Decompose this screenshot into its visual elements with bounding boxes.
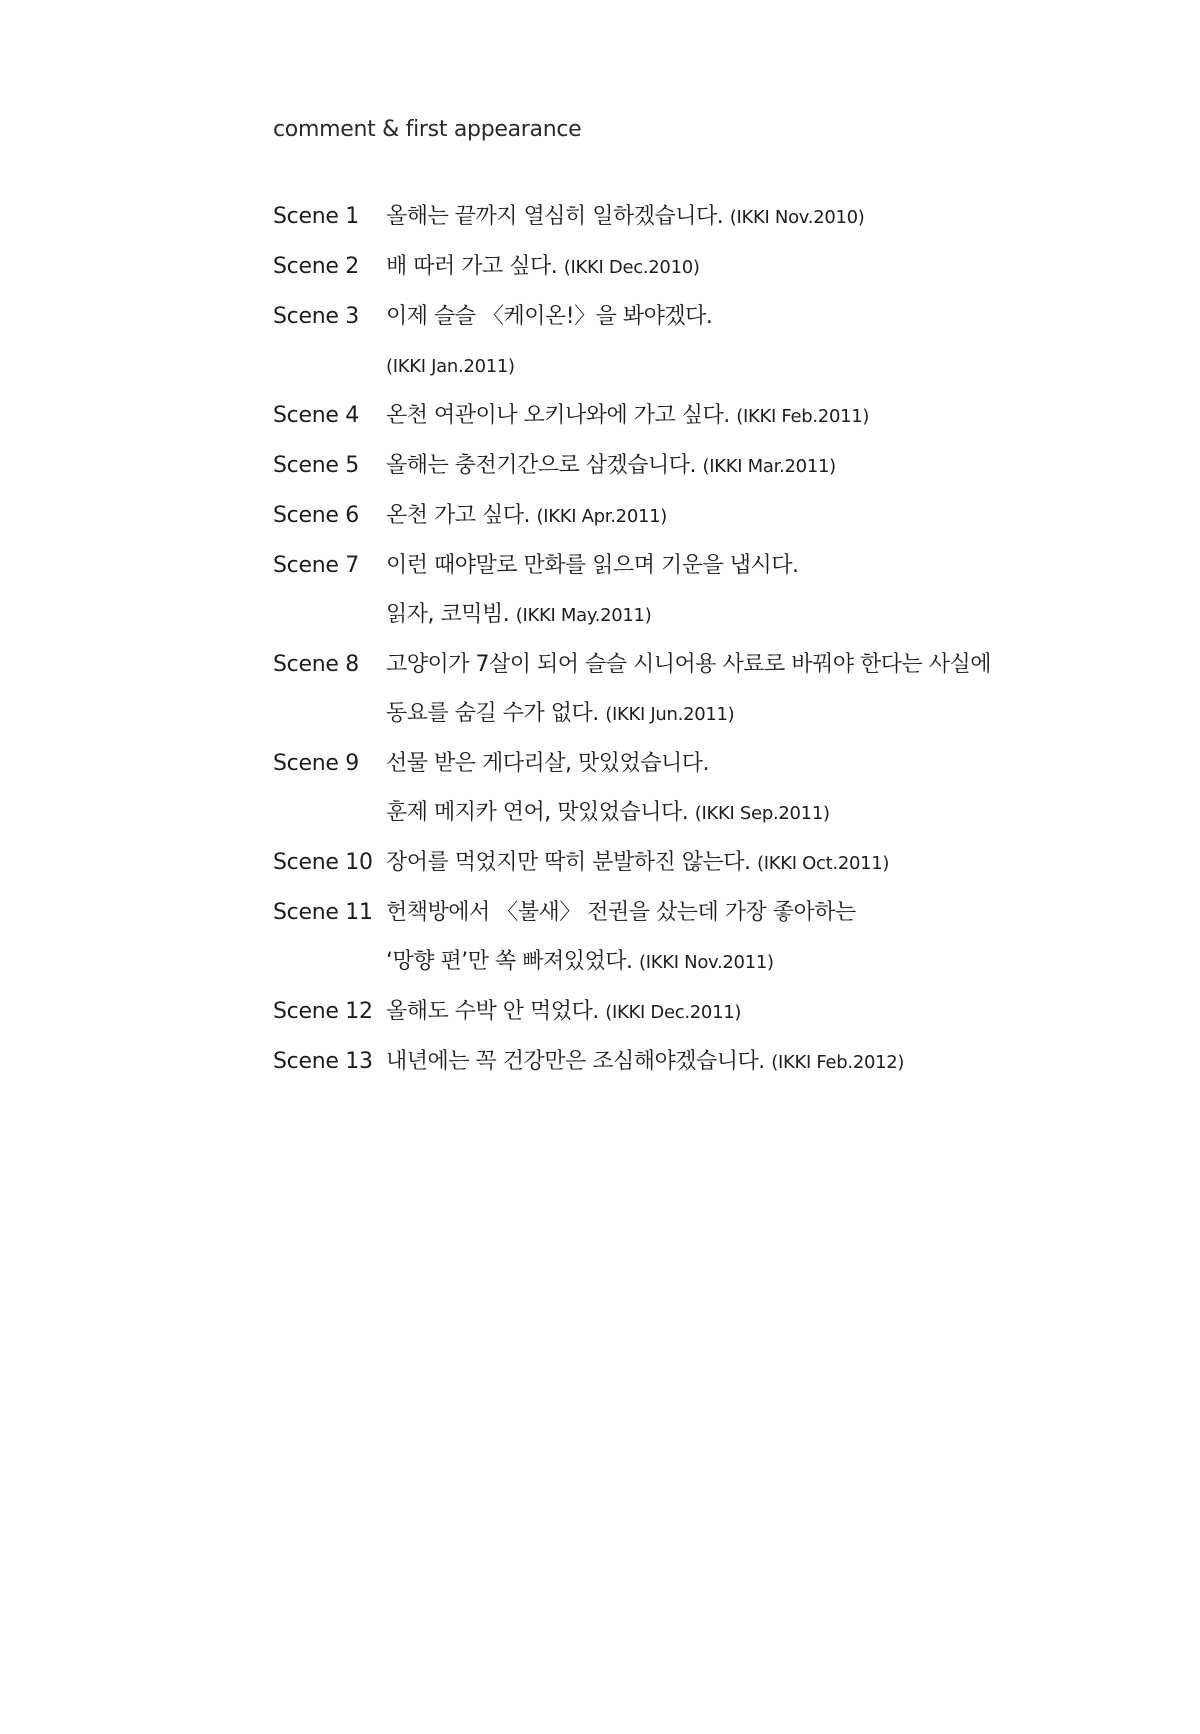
comment-line <box>386 1037 1133 1087</box>
comment-line <box>386 590 1133 640</box>
scene-label: Scene 10 <box>273 850 373 875</box>
scene-comment <box>386 640 1133 739</box>
scene-comment <box>386 987 1133 1037</box>
comment-text: 올해도 수박 안 먹었다. <box>386 999 599 1024</box>
scene-comment <box>386 541 1133 640</box>
comment-text: 온천 가고 싶다. <box>386 503 530 528</box>
source-citation: (IKKI Nov.2011) <box>638 952 774 973</box>
scene-label: Scene 6 <box>273 503 359 528</box>
source-citation: (IKKI Feb.2011) <box>736 406 870 427</box>
source-citation: (IKKI Jan.2011) <box>386 356 515 377</box>
comment-line <box>386 242 1133 292</box>
scene-comment <box>386 242 1133 292</box>
scene-label: Scene 2 <box>273 254 359 279</box>
scene-label: Scene 9 <box>273 751 359 776</box>
comment-text: 읽자, 코믹빔. <box>386 602 510 627</box>
scene-label: Scene 7 <box>273 553 359 578</box>
document-page <box>273 110 1133 1087</box>
scene-label: Scene 3 <box>273 304 359 329</box>
scene-comment <box>386 838 1133 888</box>
comment-text: 이런 때야말로 만화를 읽으며 기운을 냅시다. <box>386 553 799 578</box>
page-heading: comment & first appearance <box>273 117 582 142</box>
scene-label: Scene 5 <box>273 453 359 478</box>
scene-entry <box>273 739 1133 838</box>
comment-text: 온천 여관이나 오키나와에 가고 싶다. <box>386 403 730 428</box>
scene-label: Scene 4 <box>273 403 359 428</box>
source-citation: (IKKI Jun.2011) <box>605 704 735 725</box>
comment-line <box>386 391 1133 441</box>
source-citation: (IKKI Apr.2011) <box>536 506 668 527</box>
scene-label: Scene 12 <box>273 999 373 1024</box>
comment-line <box>386 441 1133 491</box>
comment-text: 고양이가 7살이 되어 슬슬 시니어용 사료로 바꿔야 한다는 사실에 <box>386 652 991 677</box>
scene-entry <box>273 1037 1133 1087</box>
scene-entry <box>273 192 1133 242</box>
scene-comment <box>386 192 1133 242</box>
scene-entry <box>273 391 1133 441</box>
scene-entry <box>273 640 1133 739</box>
source-citation: (IKKI Sep.2011) <box>694 803 830 824</box>
comment-text: 훈제 메지카 연어, 맛있었습니다. <box>386 800 689 825</box>
comment-line <box>386 192 1133 242</box>
comment-line <box>386 640 1133 689</box>
comment-text: 배 따러 가고 싶다. <box>386 254 558 279</box>
source-citation: (IKKI Dec.2010) <box>563 257 700 278</box>
scene-label: Scene 13 <box>273 1049 373 1074</box>
source-citation: (IKKI May.2011) <box>515 605 652 626</box>
scene-entry <box>273 292 1133 391</box>
source-citation: (IKKI Nov.2010) <box>729 207 865 228</box>
comment-line <box>386 937 1133 987</box>
scene-label: Scene 8 <box>273 652 359 677</box>
scene-comment <box>386 888 1133 987</box>
comment-line <box>386 788 1133 838</box>
comment-text: 올해는 충전기간으로 삼겠습니다. <box>386 453 697 478</box>
scene-label: Scene 11 <box>273 900 373 925</box>
scene-comment <box>386 739 1133 838</box>
scene-comment <box>386 391 1133 441</box>
scene-entry <box>273 441 1133 491</box>
source-citation: (IKKI Feb.2012) <box>771 1052 905 1073</box>
comment-text: 선물 받은 게다리살, 맛있었습니다. <box>386 751 709 776</box>
scene-comment <box>386 1037 1133 1087</box>
scene-comment <box>386 292 1133 391</box>
comment-line <box>386 739 1133 788</box>
comment-text: 동요를 숨길 수가 없다. <box>386 701 599 726</box>
source-citation: (IKKI Oct.2011) <box>757 853 890 874</box>
scene-entry <box>273 541 1133 640</box>
scene-entry <box>273 888 1133 987</box>
comment-text: 헌책방에서 〈불새〉 전권을 샀는데 가장 좋아하는 <box>386 900 856 925</box>
comment-text: 내년에는 꼭 건강만은 조심해야겠습니다. <box>386 1049 765 1074</box>
comment-line <box>386 689 1133 739</box>
comment-line <box>386 888 1133 937</box>
source-citation: (IKKI Dec.2011) <box>605 1002 742 1023</box>
comment-line <box>386 838 1133 888</box>
comment-line <box>386 987 1133 1037</box>
comment-text: 장어를 먹었지만 딱히 분발하진 않는다. <box>386 850 751 875</box>
scene-label: Scene 1 <box>273 204 359 229</box>
comment-line <box>386 491 1133 541</box>
comment-text: 올해는 끝까지 열심히 일하겠습니다. <box>386 204 724 229</box>
scene-entry <box>273 987 1133 1037</box>
comment-line <box>386 341 1133 391</box>
source-citation: (IKKI Mar.2011) <box>702 456 836 477</box>
comment-text: 이제 슬슬 〈케이온!〉을 봐야겠다. <box>386 304 713 329</box>
scene-list <box>273 192 1133 1087</box>
scene-entry <box>273 242 1133 292</box>
scene-entry <box>273 838 1133 888</box>
scene-comment <box>386 491 1133 541</box>
scene-comment <box>386 441 1133 491</box>
scene-entry <box>273 491 1133 541</box>
comment-line <box>386 292 1133 341</box>
comment-text: ‘망향 편’만 쏙 빠져있었다. <box>386 949 633 974</box>
comment-line <box>386 541 1133 590</box>
